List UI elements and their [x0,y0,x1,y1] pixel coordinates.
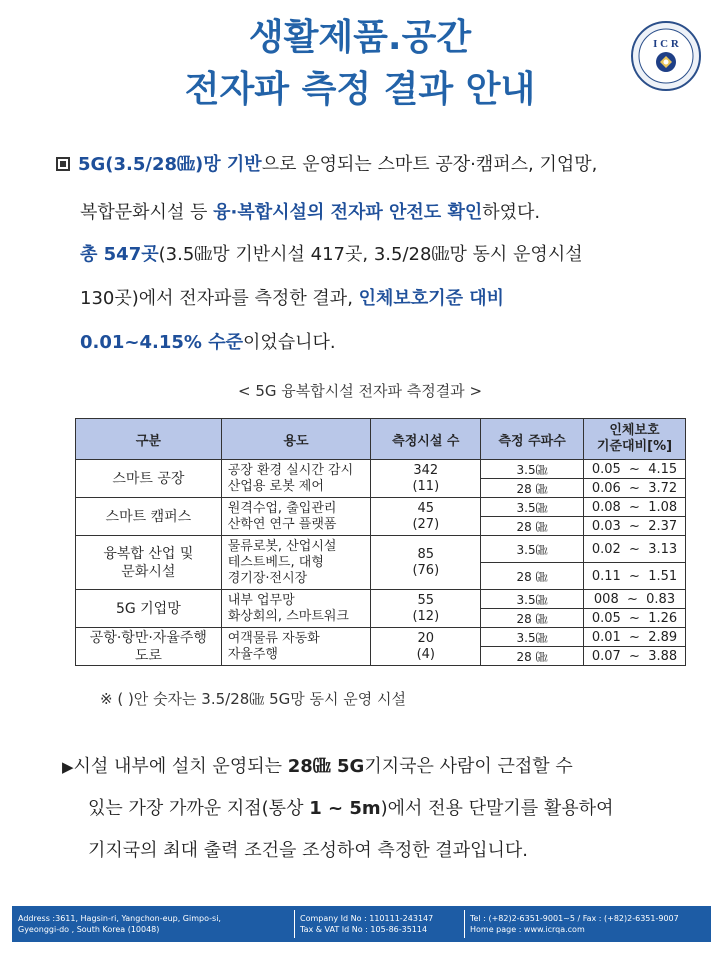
cell-use: 공장 환경 실시간 감시 산업용 로봇 제어 [221,460,371,498]
bottom-text: )에서 전용 단말기를 활용하여 [380,798,614,819]
cell-category: 스마트 캠퍼스 [76,498,222,536]
svg-text:I C R: I C R [653,38,679,50]
cell-frequency: 28 ㎓ [481,563,584,590]
triangle-bullet-icon: ▶ [62,758,74,776]
cell-frequency: 28 ㎓ [481,517,584,536]
bottom-text: 있는 가장 가까운 지점(통상 [88,798,310,819]
bottom-bold-28ghz: 28㎓ 5G [287,756,365,777]
cell-frequency: 3.5㎓ [481,536,584,563]
table-note: ※ ( )안 숫자는 3.5/28㎓ 5G망 동시 운영 시설 [100,690,406,708]
cell-ratio: 0.08 ~ 1.08 [584,498,686,517]
footer-homepage[interactable]: Home page : www.icrqa.com [470,925,585,934]
footer-address-line2: Gyeonggi-do , South Korea (10048) [18,925,160,934]
cell-frequency: 28 ㎓ [481,647,584,666]
table-row [76,590,686,609]
intro-text: 이었습니다. [242,332,336,353]
cell-use: 여객물류 자동화 자율주행 [221,628,371,666]
intro-highlight-standard: 인체보호기준 대비 [358,288,505,309]
footer-address-line1: Address :3611, Hagsin-ri, Yangchon-eup, Gimpo-si, [18,914,221,923]
cell-frequency: 3.5㎓ [481,498,584,517]
cell-count: 342 (11) [371,460,481,498]
cell-use: 물류로봇, 산업시설 테스트베드, 대형 경기장·전시장 [221,536,371,590]
cell-frequency: 3.5㎓ [481,628,584,647]
cell-use: 원격수업, 출입관리 산학연 연구 플랫폼 [221,498,371,536]
header-ratio: 인체보호 기준대비[%] [584,419,686,460]
cell-ratio: 0.03 ~ 2.37 [584,517,686,536]
cell-count: 20 (4) [371,628,481,666]
cell-ratio: 008 ~ 0.83 [584,590,686,609]
results-table [75,418,686,666]
cell-ratio: 0.02 ~ 3.13 [584,536,686,563]
cell-category: 5G 기업망 [76,590,222,628]
cell-ratio: 0.07 ~ 3.88 [584,647,686,666]
table-row [76,498,686,517]
page-title-line2: 전자파 측정 결과 안내 [184,69,536,110]
cell-ratio: 0.05 ~ 1.26 [584,609,686,628]
footer-tax-id: Tax & VAT Id No : 105-86-35114 [300,925,428,934]
bottom-text: 기지국의 최대 출력 조건을 조성하여 측정한 결과입니다. [88,840,528,861]
cell-category: 공항·항만·자율주행 도로 [76,628,222,666]
header-category: 구분 [76,419,222,460]
table-caption: < 5G 융복합시설 전자파 측정결과 > [237,382,483,400]
intro-highlight-total: 총 547곳 [80,244,159,265]
bottom-text: 기지국은 사람이 근접할 수 [364,756,573,777]
cell-frequency: 3.5㎓ [481,590,584,609]
intro-highlight-safety: 융·복합시설의 전자파 안전도 확인 [213,202,483,223]
cell-ratio: 0.11 ~ 1.51 [584,563,686,590]
footer-tel: Tel : (+82)2-6351-9001~5 / Fax : (+82)2-6351-9007 [470,914,679,923]
cell-frequency: 28 ㎓ [481,479,584,498]
cell-ratio: 0.06 ~ 3.72 [584,479,686,498]
footer-bar [12,906,711,942]
page-title-line1: 생활제품.공간 [248,17,472,58]
intro-text: 130곳)에서 전자파를 측정한 결과, [80,288,359,309]
intro-highlight-5g: 5G(3.5/28㎓)망 기반 [78,154,262,175]
square-bullet-icon [56,157,70,171]
cell-count: 55 (12) [371,590,481,628]
table-row [76,536,686,563]
cell-use: 내부 업무망 화상회의, 스마트워크 [221,590,371,628]
cell-count: 45 (27) [371,498,481,536]
intro-text: 으로 운영되는 스마트 공장·캠퍼스, 기업망, [261,154,598,175]
intro-text: (3.5㎓망 기반시설 417곳, 3.5/28㎓망 동시 운영시설 [158,244,583,265]
footer-company-id: Company Id No : 110111-243147 [300,914,434,923]
cell-category: 융복합 산업 및 문화시설 [76,536,222,590]
cell-category: 스마트 공장 [76,460,222,498]
icr-logo-icon [630,20,702,92]
intro-text: 복합문화시설 등 [80,202,214,223]
table-row [76,628,686,647]
footer-divider [294,910,295,938]
intro-text: 하였다. [482,202,541,223]
header-use: 용도 [221,419,371,460]
table-row [76,460,686,479]
cell-count: 85 (76) [371,536,481,590]
header-frequency: 측정 주파수 [481,419,584,460]
cell-ratio: 0.01 ~ 2.89 [584,628,686,647]
intro-highlight-range: 0.01~4.15% 수준 [80,332,243,353]
cell-ratio: 0.05 ~ 4.15 [584,460,686,479]
header-count: 측정시설 수 [371,419,481,460]
bottom-bold-distance: 1 ~ 5m [309,798,381,819]
cell-frequency: 3.5㎓ [481,460,584,479]
bottom-text: 시설 내부에 설치 운영되는 [73,756,288,777]
table-header-row [76,419,686,460]
cell-frequency: 28 ㎓ [481,609,584,628]
footer-divider [464,910,465,938]
